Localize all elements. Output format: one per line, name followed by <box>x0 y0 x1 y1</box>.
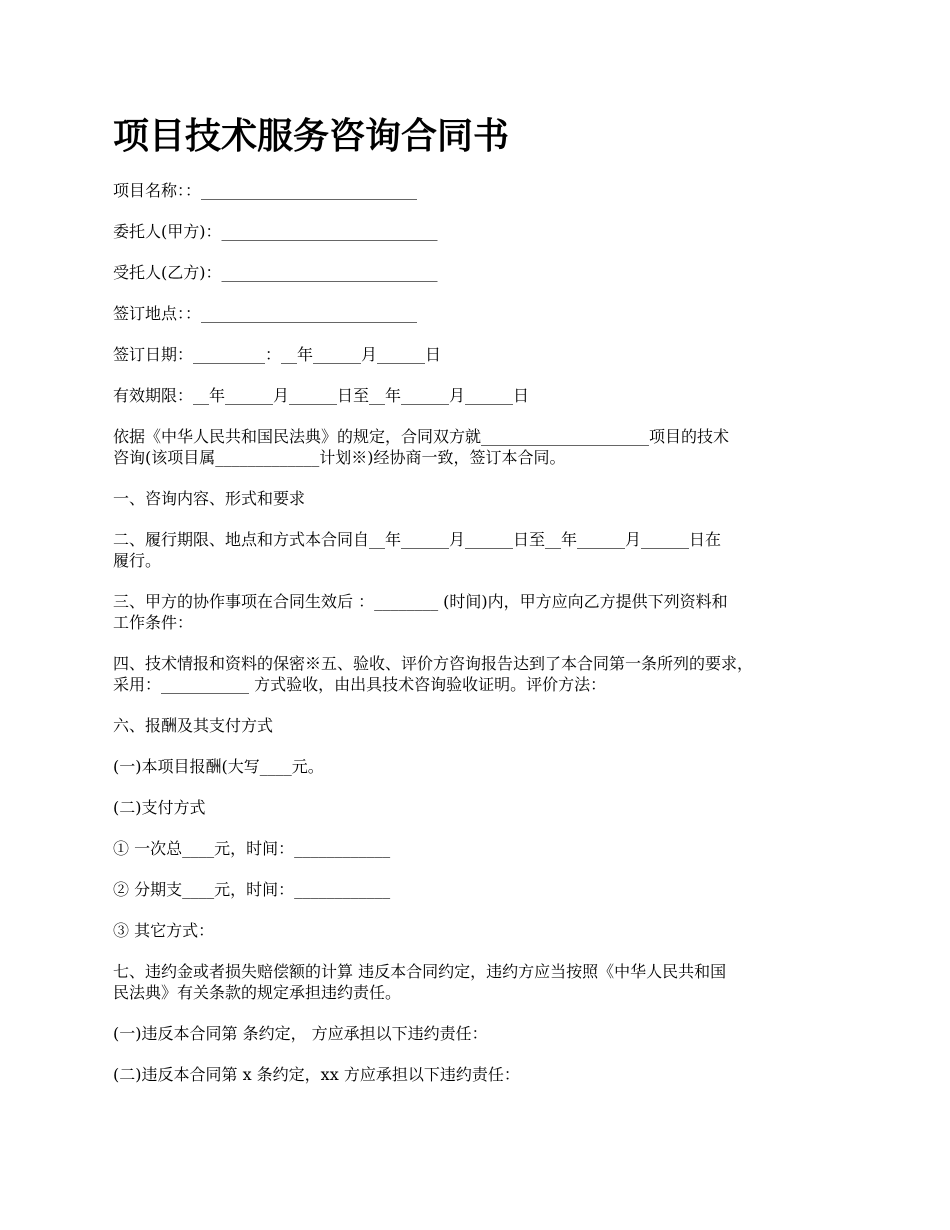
payment-option-other: ③ 其它方式： <box>113 921 215 940</box>
field-project-name: 项目名称：：___________________________ <box>113 181 418 200</box>
field-contractor-party-b: 受托人(乙方)：___________________________ <box>113 263 438 282</box>
section-4-5-paragraph: 四、技术情报和资料的保密※五、验收、评价方咨询报告达到了本合同第一条所列的要求， 采用：___________ 方式验收，由出具技术咨询验收证明。评价方法： <box>113 654 754 694</box>
liability-item-2: (二)违反本合同第 x 条约定，xx 方应承担以下违约责任： <box>113 1065 520 1084</box>
payment-amount-item: (一)本项目报酬(大写____元。 <box>113 757 324 776</box>
section-1-heading: 一、咨询内容、形式和要求 <box>113 489 306 508</box>
payment-method-heading: (二)支付方式 <box>113 798 206 817</box>
section-2-paragraph: 二、履行期限、地点和方式本合同自__年______月______日至__年______月______日在 履行。 <box>113 530 722 570</box>
field-validity-period: 有效期限：__年______月______日至__年______月______日 <box>113 386 530 405</box>
contract-page <box>113 112 853 1105</box>
section-7-paragraph: 七、违约金或者损失赔偿额的计算 违反本合同约定，违约方应当按照《中华人民共和国 民法典》有关条款的规定承担违约责任。 <box>113 962 727 1002</box>
field-signing-date: 签订日期：_________：__年______月______日 <box>113 345 442 364</box>
payment-option-installments: ② 分期支____元，时间：____________ <box>113 880 391 899</box>
preamble-paragraph: 依据《中华人民共和国民法典》的规定，合同双方就_____________________项目的技术 咨询(该项目属_____________计划※)经协商一致，签订本合同。 <box>113 427 730 467</box>
payment-option-lump-sum: ① 一次总____元，时间：____________ <box>113 839 391 858</box>
section-3-paragraph: 三、甲方的协作事项在合同生效后 ：________ (时间)内，甲方应向乙方提供下列资料和 工作条件： <box>113 592 728 632</box>
document-title: 项目技术服务咨询合同书 <box>113 115 510 157</box>
field-signing-place: 签订地点：：___________________________ <box>113 304 418 323</box>
section-6-heading: 六、报酬及其支付方式 <box>113 716 274 735</box>
field-client-party-a: 委托人(甲方)：___________________________ <box>113 222 438 241</box>
liability-item-1: (一)违反本合同第 条约定， 方应承担以下违约责任： <box>113 1024 488 1043</box>
